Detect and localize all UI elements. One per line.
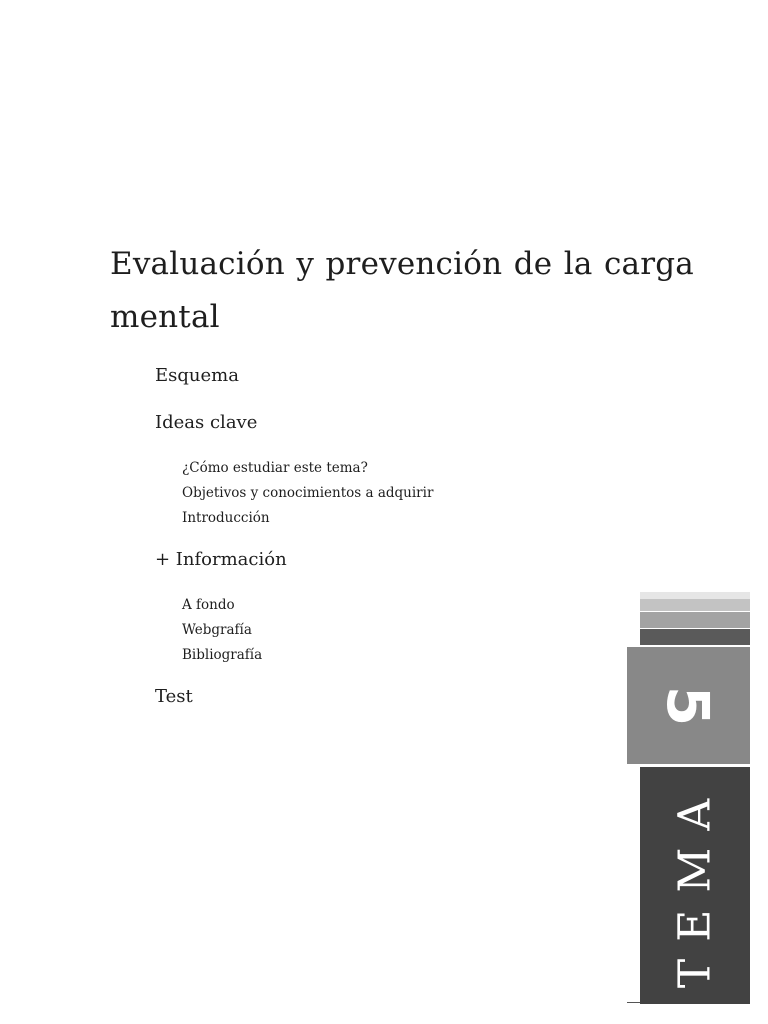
chapter-number: 5 xyxy=(654,685,723,726)
list-item-bibliografia[interactable]: Bibliografía xyxy=(182,647,263,663)
tema-label-box xyxy=(640,767,750,1004)
stripe-lightest xyxy=(640,592,750,599)
list-item-introduccion[interactable]: Introducción xyxy=(182,510,270,526)
section-mas-informacion[interactable]: + Información xyxy=(155,549,287,570)
list-item-como-estudiar[interactable]: ¿Cómo estudiar este tema? xyxy=(182,460,368,476)
footer-rule xyxy=(627,1002,640,1003)
section-test[interactable]: Test xyxy=(155,686,193,707)
stripe-light xyxy=(640,599,750,611)
stripe-medium xyxy=(640,612,750,628)
chapter-number-box xyxy=(627,647,750,764)
section-ideas-clave[interactable]: Ideas clave xyxy=(155,412,258,433)
stripe-dark xyxy=(640,629,750,645)
list-item-objetivos[interactable]: Objetivos y conocimientos a adquirir xyxy=(182,485,434,501)
tema-label: TEMA xyxy=(669,781,721,989)
list-item-a-fondo[interactable]: A fondo xyxy=(182,597,235,613)
list-item-webgrafia[interactable]: Webgrafía xyxy=(182,622,252,638)
informacion-list xyxy=(182,593,262,668)
ideas-clave-list xyxy=(182,456,433,531)
document-title: Evaluación y prevención de la carga mental xyxy=(110,246,694,335)
section-esquema[interactable]: Esquema xyxy=(155,365,239,386)
